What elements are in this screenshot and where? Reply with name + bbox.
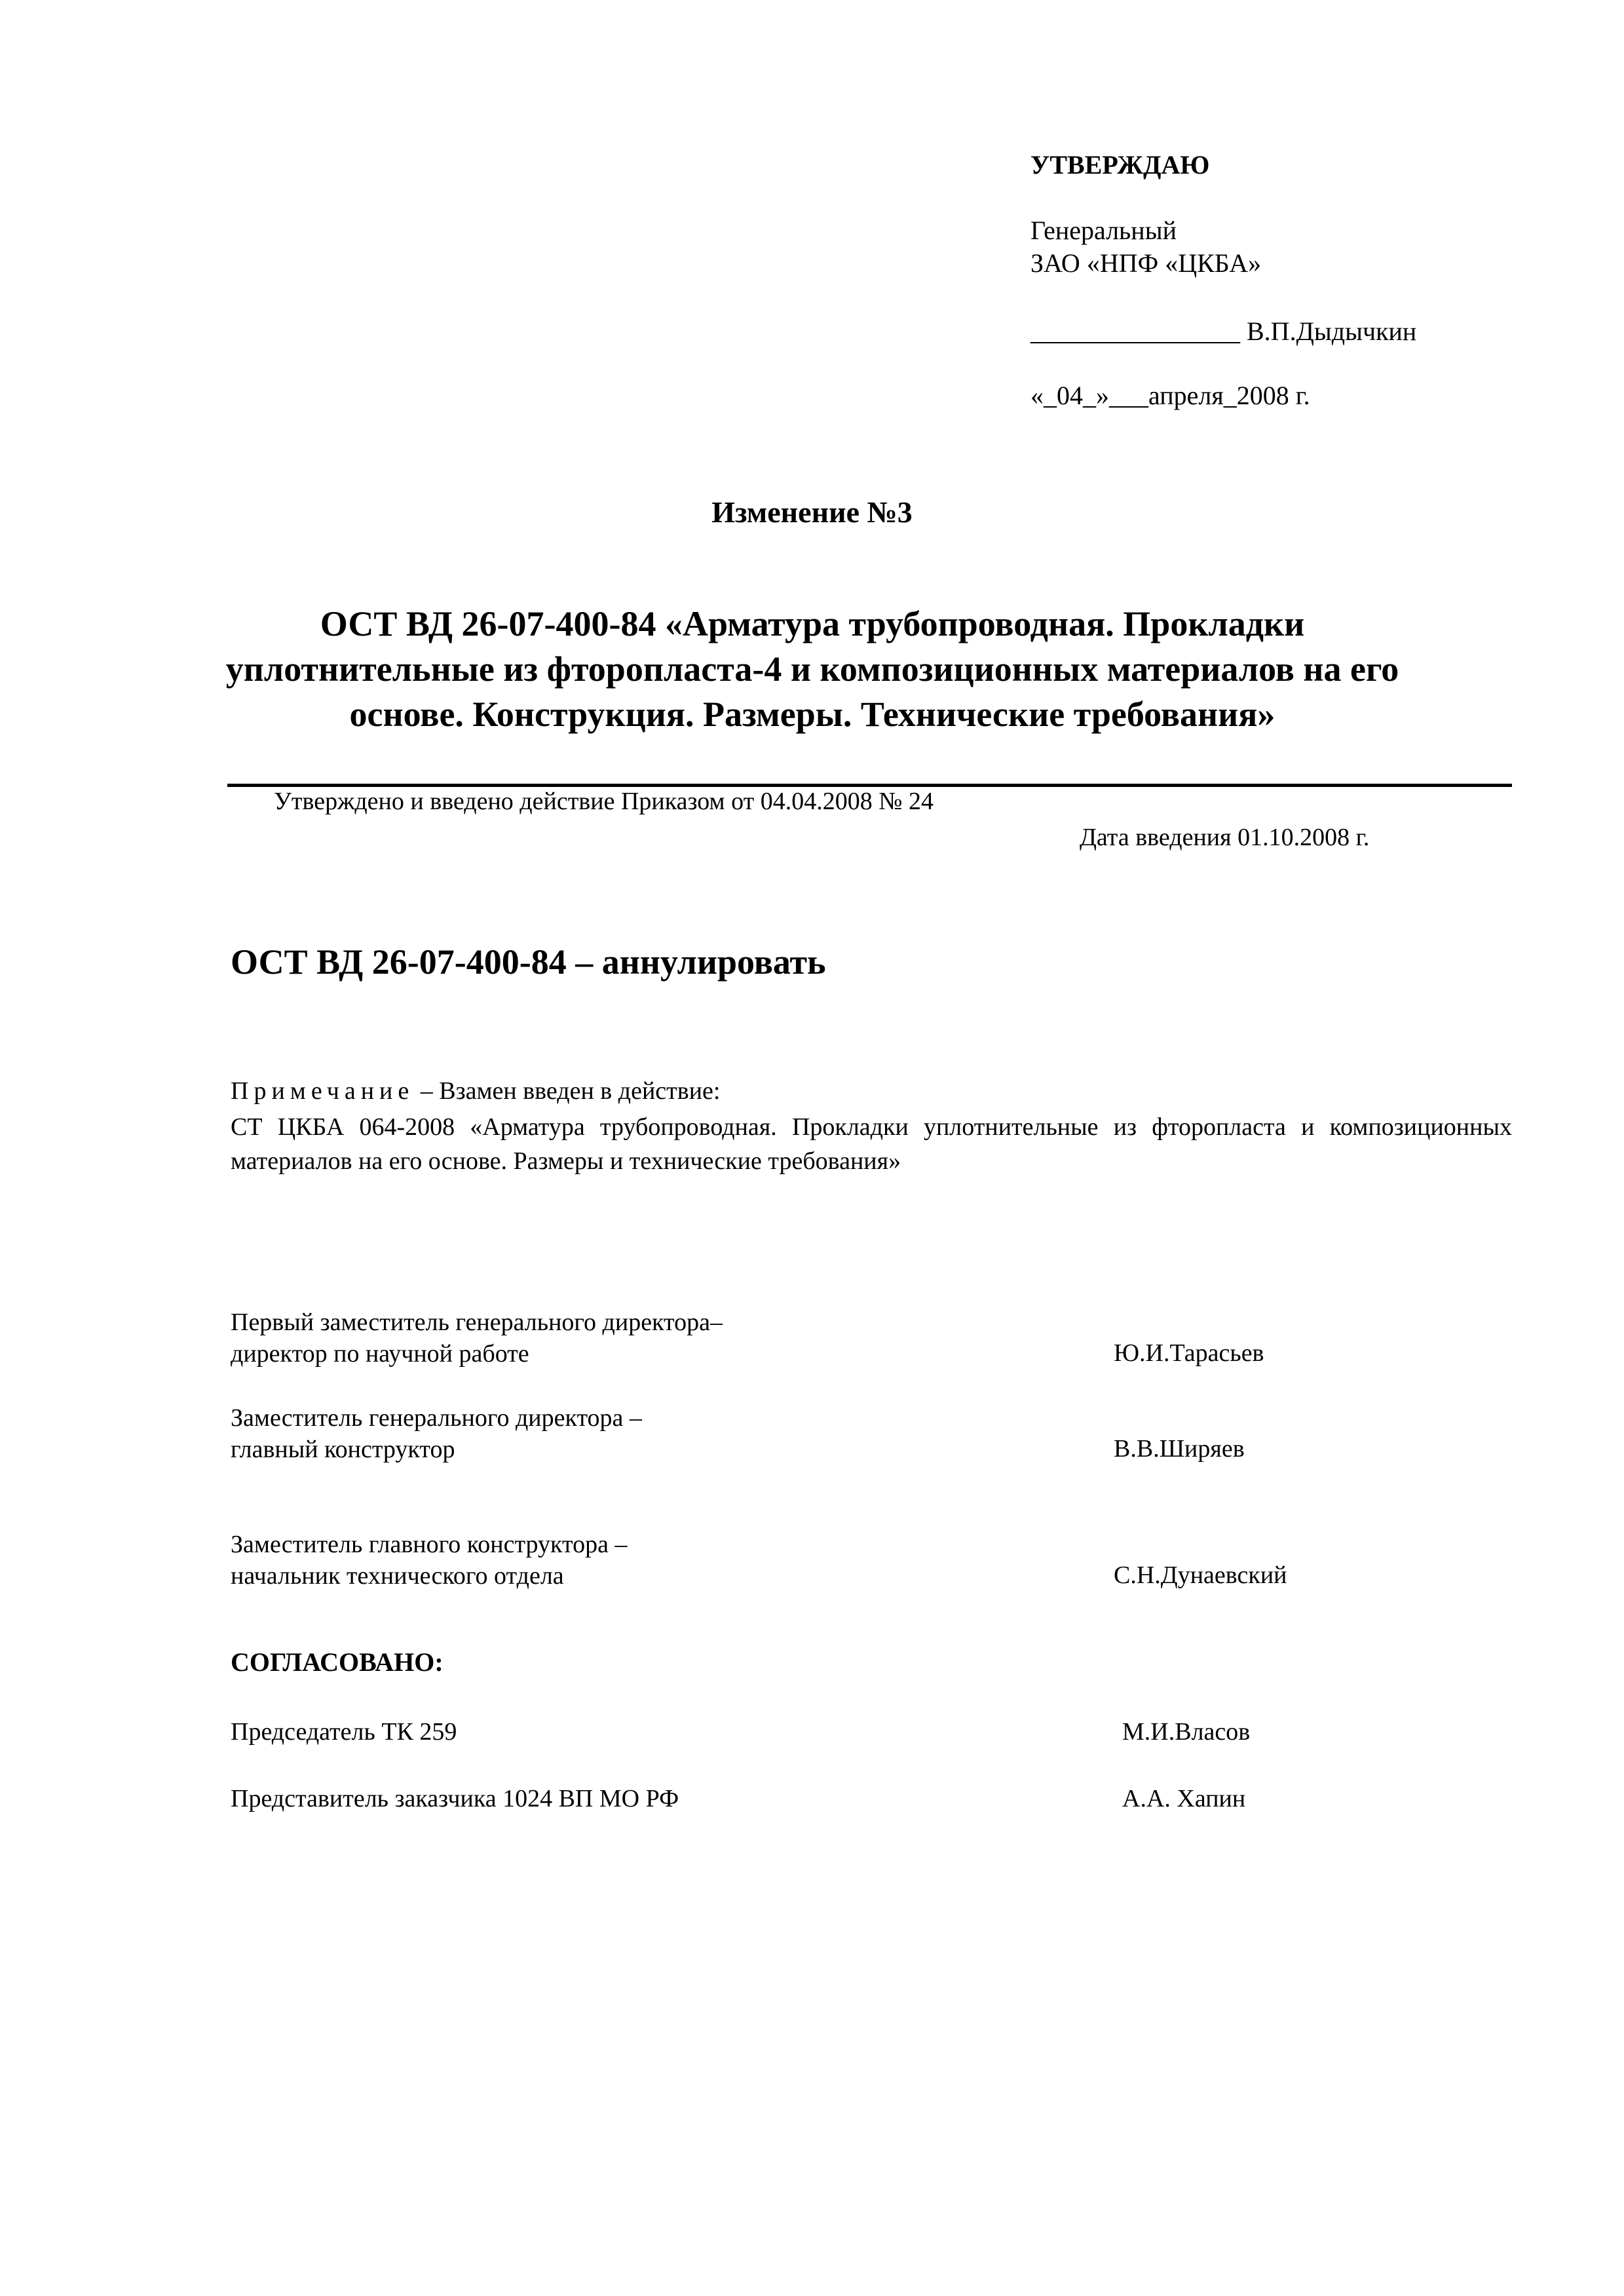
approval-block [1030, 149, 1502, 412]
document-title: ОСТ ВД 26-07-400-84 «Арматура трубопроводная. Прокладки уплотнительные из фторопласта-4 и композиционных материалов на его основе. Конструкция. Размеры. Технические требования» [225, 604, 1399, 734]
approval-title: УТВЕРЖДАЮ [1030, 150, 1210, 180]
signature-role-line: главный конструктор [231, 1435, 455, 1463]
signature-name: Ю.И.Тарасьев [1114, 1339, 1264, 1367]
note-text: СТ ЦКБА 064-2008 «Арматура трубопроводная. Прокладки уплотнительные из фторопласта и композиционных материалов на его основе. Размеры и технические требования» [231, 1113, 1512, 1175]
agreed-name: М.И.Власов [1122, 1718, 1251, 1746]
signature-role-line: начальник технического отдела [231, 1561, 564, 1590]
signature-line: ________________ [1030, 316, 1240, 346]
approval-signatory: В.П.Дыдычкин [1247, 316, 1417, 346]
signature-role [231, 1529, 627, 1592]
signature-name: В.В.Ширяев [1114, 1435, 1245, 1463]
change-title: Изменение №3 [711, 495, 913, 529]
signature-role-line: Заместитель генерального директора – [231, 1404, 642, 1432]
approval-organization: ЗАО «НПФ «ЦКБА» [1030, 248, 1262, 278]
note-intro: – Взамен введен в действие: [414, 1077, 721, 1105]
signature-role-line: Первый заместитель генерального директора– [231, 1309, 723, 1336]
signature-name: С.Н.Дунаевский [1114, 1561, 1287, 1589]
signature-role-line: Заместитель главного конструктора – [231, 1531, 628, 1558]
approval-signature-row [1030, 315, 1502, 348]
agreed-name: А.А. Хапин [1122, 1785, 1246, 1812]
signature-role [231, 1403, 642, 1465]
signature-role-line: директор по научной работе [231, 1339, 529, 1368]
agreed-role: Председатель ТК 259 [231, 1718, 457, 1746]
approval-date: «_04_»___апреля_2008 г. [1030, 381, 1310, 410]
introduction-date: Дата введения 01.10.2008 г. [1080, 824, 1370, 851]
approved-order-line: Утверждено и введено действие Приказом от 04.04.2008 № 24 [274, 788, 934, 815]
agreed-title: СОГЛАСОВАНО: [231, 1647, 444, 1677]
note-label: Примечание [231, 1077, 415, 1105]
annulment-statement: ОСТ ВД 26-07-400-84 – аннулировать [231, 942, 826, 982]
agreed-role: Представитель заказчика 1024 ВП МО РФ [231, 1785, 679, 1812]
signature-role [231, 1307, 723, 1369]
approval-position: Генеральный [1030, 216, 1177, 245]
note-heading [231, 1076, 720, 1107]
